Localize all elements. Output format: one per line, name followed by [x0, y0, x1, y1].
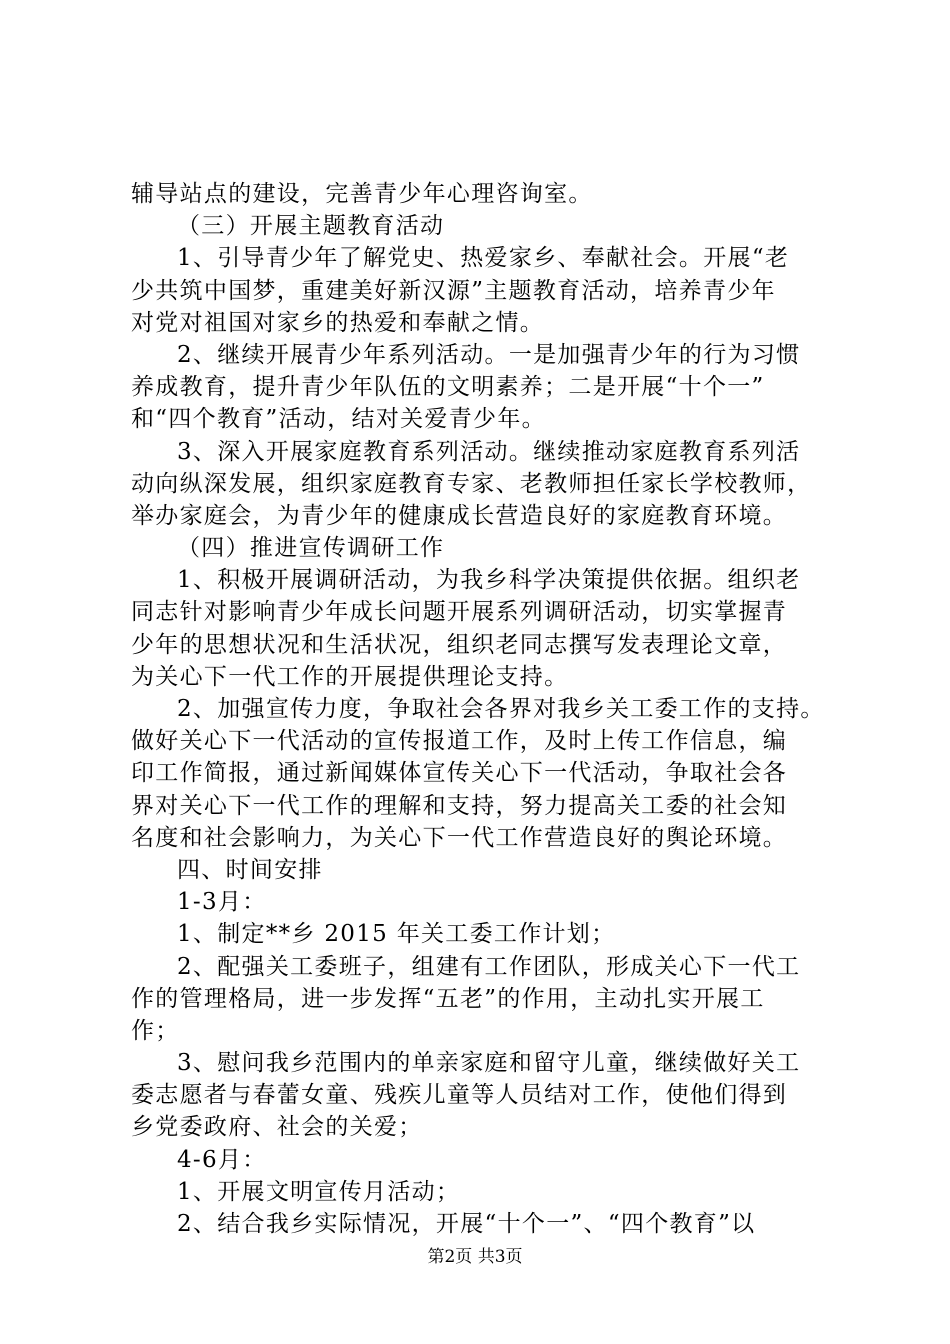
text-line: 1、引导青少年了解党史、热爱家乡、奉献社会。开展“老 [177, 245, 790, 272]
text-line: 作的管理格局，进一步发挥“五老”的作用，主动扎实开展工 [131, 985, 765, 1012]
text-line: 3、深入开展家庭教育系列活动。继续推动家庭教育系列活 [177, 438, 801, 465]
text-line: （三）开展主题教育活动 [177, 213, 445, 240]
text-line: 四、时间安排 [177, 856, 323, 883]
text-line: 对党对祖国对家乡的热爱和奉献之情。 [131, 309, 545, 336]
text-line: 2、配强关工委班子，组建有工作团队，形成关心下一代工 [177, 953, 801, 980]
text-line: 界对关心下一代工作的理解和支持，努力提高关工委的社会知 [131, 792, 788, 819]
text-line: 2、继续开展青少年系列活动。一是加强青少年的行为习惯 [177, 341, 801, 368]
text-line: 3、慰问我乡范围内的单亲家庭和留守儿童，继续做好关工 [177, 1050, 801, 1077]
text-line: 举办家庭会，为青少年的健康成长营造良好的家庭教育环境。 [131, 502, 788, 529]
text-line: 乡党委政府、社会的关爱； [131, 1114, 423, 1141]
text-line: 4-6月： [177, 1146, 267, 1173]
text-line: 1-3月： [177, 889, 267, 916]
text-line: 1、开展文明宣传月活动； [177, 1178, 461, 1205]
text-line: 印工作简报，通过新闻媒体宣传关心下一代活动，争取社会各 [131, 760, 788, 787]
document-body [131, 178, 831, 1240]
text-line: 1、积极开展调研活动，为我乡科学决策提供依据。组织老 [177, 567, 801, 594]
text-line: 作； [131, 1017, 180, 1044]
text-line: 同志针对影响青少年成长问题开展系列调研活动，切实掌握青 [131, 599, 788, 626]
text-line: 辅导站点的建设，完善青少年心理咨询室。 [131, 181, 593, 207]
text-line: 为关心下一代工作的开展提供理论支持。 [131, 663, 569, 690]
text-line: 做好关心下一代活动的宣传报道工作，及时上传工作信息，编 [131, 728, 788, 755]
text-line: 养成教育，提升青少年队伍的文明素养；二是开展“十个一” [131, 374, 765, 401]
text-line: 名度和社会影响力，为关心下一代工作营造良好的舆论环境。 [131, 824, 788, 851]
text-line: 动向纵深发展，组织家庭教育专家、老教师担任家长学校教师， [131, 470, 812, 497]
text-line: （四）推进宣传调研工作 [177, 535, 445, 562]
text-line: 2、结合我乡实际情况，开展“十个一”、“四个教育”以 [177, 1211, 756, 1237]
text-line: 2、加强宣传力度，争取社会各界对我乡关工委工作的支持。 [177, 696, 825, 722]
text-line: 少共筑中国梦，重建美好新汉源”主题教育活动，培养青少年 [131, 277, 776, 304]
text-line: 和“四个教育”活动，结对关爱青少年。 [131, 406, 546, 433]
text-line: 1、制定**乡 2015 年关工委工作计划； [177, 921, 616, 948]
text-line: 委志愿者与春蕾女童、残疾儿童等人员结对工作，使他们得到 [131, 1082, 788, 1109]
page-footer: 第2页 共3页 [427, 1247, 523, 1267]
text-line: 少年的思想状况和生活状况，组织老同志撰写发表理论文章， [131, 631, 788, 658]
